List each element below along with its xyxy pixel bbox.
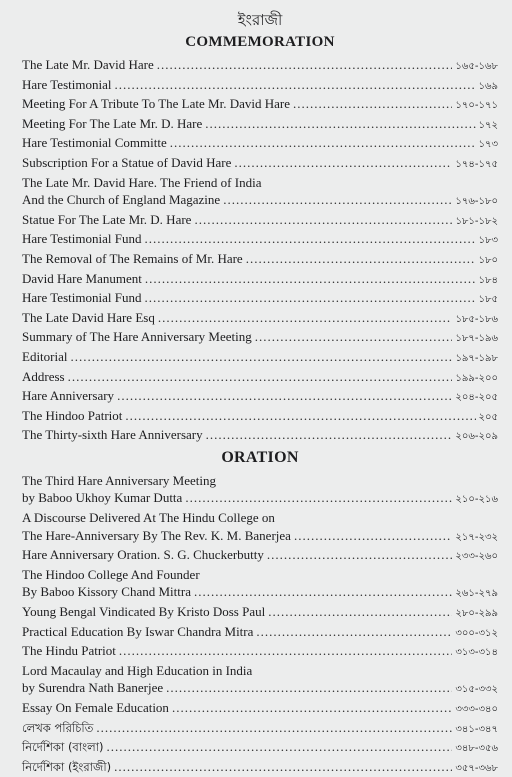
leader-dots xyxy=(117,387,452,405)
toc-entry xyxy=(22,758,498,777)
toc-entry xyxy=(22,134,498,154)
leader-dots xyxy=(246,250,476,268)
toc-entry xyxy=(22,387,498,407)
leader-dots xyxy=(71,348,453,366)
toc-entry-title: by Baboo Ukhoy Kumar Dutta xyxy=(22,490,183,506)
toc-entry xyxy=(22,546,498,566)
leader-dots xyxy=(107,738,453,756)
toc-entry-title: The Late David Hare Esq xyxy=(22,309,155,325)
leader-dots xyxy=(114,758,452,776)
toc-entry-pages: ২১৭-২৩২ xyxy=(455,531,498,543)
toc-entry-title: By Baboo Kissory Chand Mittra xyxy=(22,584,191,600)
toc-entry-pages: ১৭৩ xyxy=(478,139,498,151)
toc-entry xyxy=(22,348,498,368)
toc-entry-title: লেখক পরিচিতি xyxy=(22,720,94,735)
toc-entry-pages: ২০৬-২০৯ xyxy=(455,431,498,443)
toc-entry xyxy=(22,603,498,623)
toc-entry xyxy=(22,527,498,547)
toc-entry xyxy=(22,368,498,388)
toc-entry-pages: ১৬৯ xyxy=(478,80,498,92)
toc-entry-title: Statue For The Late Mr. D. Hare xyxy=(22,211,192,227)
toc-entry xyxy=(22,662,498,680)
leader-dots xyxy=(194,583,452,601)
section-heading-oration: ORATION xyxy=(221,448,299,466)
toc-entry xyxy=(22,191,498,211)
toc-entry xyxy=(22,583,498,603)
toc-entry xyxy=(22,699,498,719)
leader-dots xyxy=(205,115,475,133)
toc-entry-title: Practical Education By Iswar Chandra Mitra xyxy=(22,623,254,639)
leader-dots xyxy=(125,407,475,425)
toc-entry-title: And the Church of England Magazine xyxy=(22,192,221,208)
toc-entry-title: The Thirty-sixth Hare Anniversary xyxy=(22,427,203,443)
leader-dots xyxy=(172,699,452,717)
toc-entry xyxy=(22,174,498,192)
toc-entry-title: Young Bengal Vindicated By Kristo Doss Paul xyxy=(22,604,266,620)
toc-entry-title: Editorial xyxy=(22,348,68,364)
toc-entry-pages: ১৭৪-১৭৫ xyxy=(455,158,498,170)
toc-entry-title: Hare Anniversary Oration. S. G. Chuckerbutty xyxy=(22,547,264,563)
leader-dots xyxy=(268,603,452,621)
toc-entry-pages: ১৯৯-২০০ xyxy=(455,372,498,384)
toc-entry xyxy=(22,623,498,643)
leader-dots xyxy=(267,546,452,564)
toc-entry-pages: ৩৩৩-৩৪০ xyxy=(455,704,498,715)
toc-entry xyxy=(22,738,498,758)
toc-entry-pages: ১৭০-১৭১ xyxy=(455,100,498,112)
toc-entry-title: Subscription For a Statue of David Hare xyxy=(22,154,232,170)
toc-entry xyxy=(22,679,498,699)
toc-entry-pages: ২৬১-২৭৯ xyxy=(455,588,498,600)
leader-dots xyxy=(158,309,453,327)
toc-entry xyxy=(22,407,498,427)
toc-entry-title: The Hare-Anniversary By The Rev. K. M. Banerjea xyxy=(22,527,291,543)
toc-entry xyxy=(22,642,498,662)
toc-entry xyxy=(22,489,498,509)
toc-entry-title: Hare Testimonial Fund xyxy=(22,231,142,247)
toc-entry-title: The Late Mr. David Hare. The Friend of India xyxy=(22,174,262,190)
toc-entry-title: The Hindoo College And Founder xyxy=(22,566,200,582)
toc-entry-pages: ১৮৪ xyxy=(478,274,498,286)
toc-entry xyxy=(22,95,498,115)
leader-dots xyxy=(114,76,475,94)
leader-dots xyxy=(157,56,453,74)
toc-entry-title: The Third Hare Anniversary Meeting xyxy=(22,472,216,488)
toc-entry xyxy=(22,509,498,527)
toc-entry-pages: ১৮৫-১৮৬ xyxy=(455,313,498,325)
toc-entry-title: Hare Anniversary xyxy=(22,388,115,404)
toc-entry-pages: ৩৪১-৩৪৭ xyxy=(455,723,498,735)
leader-dots xyxy=(294,527,452,545)
leader-dots xyxy=(234,154,452,172)
toc-entry-pages: ১৯৭-১৯৮ xyxy=(455,352,498,364)
toc-entry-pages: ৩০০-৩১২ xyxy=(455,627,498,639)
toc-entry-title: by Surendra Nath Banerjee xyxy=(22,680,164,696)
toc-entry xyxy=(22,328,498,348)
toc-entry-title: Essay On Female Education xyxy=(22,700,169,715)
toc-entry-pages: ২৩৩-২৬০ xyxy=(455,551,498,563)
toc-entry xyxy=(22,115,498,135)
toc-entry-pages: ১৭৬-১৮০ xyxy=(455,196,498,208)
toc-entry-pages: ২০৪-২০৫ xyxy=(455,392,498,404)
toc-entry xyxy=(22,56,498,76)
leader-dots xyxy=(166,679,452,697)
toc-list-oration xyxy=(22,472,498,777)
toc-entry-pages: ৩৪৮-৩৫৬ xyxy=(455,743,498,755)
toc-entry xyxy=(22,154,498,174)
toc-entry-title: Summary of The Hare Anniversary Meeting xyxy=(22,329,252,345)
leader-dots xyxy=(68,368,453,386)
toc-entry-title: Address xyxy=(22,368,65,384)
toc-entry-title: Hare Testimonial xyxy=(22,76,112,92)
toc-entry xyxy=(22,566,498,584)
leader-dots xyxy=(96,719,452,737)
toc-entry xyxy=(22,309,498,329)
toc-list-commemoration xyxy=(22,56,498,446)
toc-entry-pages: ১৮১-১৮২ xyxy=(455,215,498,227)
toc-entry-title: A Discourse Delivered At The Hindu College on xyxy=(22,510,275,526)
toc-entry-title: নির্দেশিকা (ইংরাজী) xyxy=(22,759,112,774)
toc-entry-pages: ৩১৩-৩১৪ xyxy=(455,647,498,659)
toc-entry-title: Lord Macaulay and High Education in India xyxy=(22,662,253,678)
toc-entry-pages: ১৮৩ xyxy=(478,235,498,247)
toc-entry-pages: ৩৫৭-৩৬৮ xyxy=(455,762,498,774)
toc-entry-title: David Hare Manument xyxy=(22,270,142,286)
toc-entry xyxy=(22,472,498,490)
leader-dots xyxy=(223,191,452,209)
leader-dots xyxy=(144,230,475,248)
toc-entry-pages: ২০৫ xyxy=(478,411,498,423)
toc-entry xyxy=(22,289,498,309)
toc-entry-pages: ২৮০-২৯৯ xyxy=(455,608,498,620)
toc-entry-title: The Hindu Patriot xyxy=(22,643,116,659)
leader-dots xyxy=(144,289,475,307)
leader-dots xyxy=(293,95,452,113)
toc-entry xyxy=(22,426,498,446)
toc-entry-title: Meeting For A Tribute To The Late Mr. David Hare xyxy=(22,96,290,112)
toc-entry-title: Hare Testimonial Committe xyxy=(22,135,167,151)
leader-dots xyxy=(119,642,453,660)
toc-entry xyxy=(22,719,498,739)
toc-entry xyxy=(22,270,498,290)
leader-dots xyxy=(256,623,452,641)
section-heading-commemoration: COMMEMORATION xyxy=(185,34,335,50)
toc-entry-pages: ১৮৫ xyxy=(478,294,498,306)
toc-entry-pages: ১৬৫-১৬৮ xyxy=(455,61,498,72)
toc-entry-title: নির্দেশিকা (বাংলা) xyxy=(22,740,104,755)
leader-dots xyxy=(255,328,453,346)
toc-entry-pages: ১৮০ xyxy=(478,254,498,266)
toc-entry xyxy=(22,230,498,250)
leader-dots xyxy=(206,426,453,444)
toc-entry xyxy=(22,211,498,231)
leader-dots xyxy=(170,134,476,152)
toc-entry-title: The Hindoo Patriot xyxy=(22,407,123,423)
toc-entry-title: The Removal of The Remains of Mr. Hare xyxy=(22,250,243,266)
leader-dots xyxy=(185,489,452,507)
toc-entry-title: Hare Testimonial Fund xyxy=(22,290,142,306)
toc-entry xyxy=(22,76,498,96)
toc-entry xyxy=(22,250,498,270)
page-heading-bengali: ইংরাজী xyxy=(237,11,283,29)
leader-dots xyxy=(194,211,452,229)
toc-entry-pages: ৩১৫-৩৩২ xyxy=(455,684,498,696)
leader-dots xyxy=(145,270,476,288)
toc-entry-pages: ১৮৭-১৯৬ xyxy=(455,333,498,345)
toc-entry-pages: ১৭২ xyxy=(478,119,498,131)
toc-entry-title: The Late Mr. David Hare xyxy=(22,57,154,72)
toc-entry-title: Meeting For The Late Mr. D. Hare xyxy=(22,115,203,131)
toc-entry-pages: ২১০-২১৬ xyxy=(455,494,498,506)
